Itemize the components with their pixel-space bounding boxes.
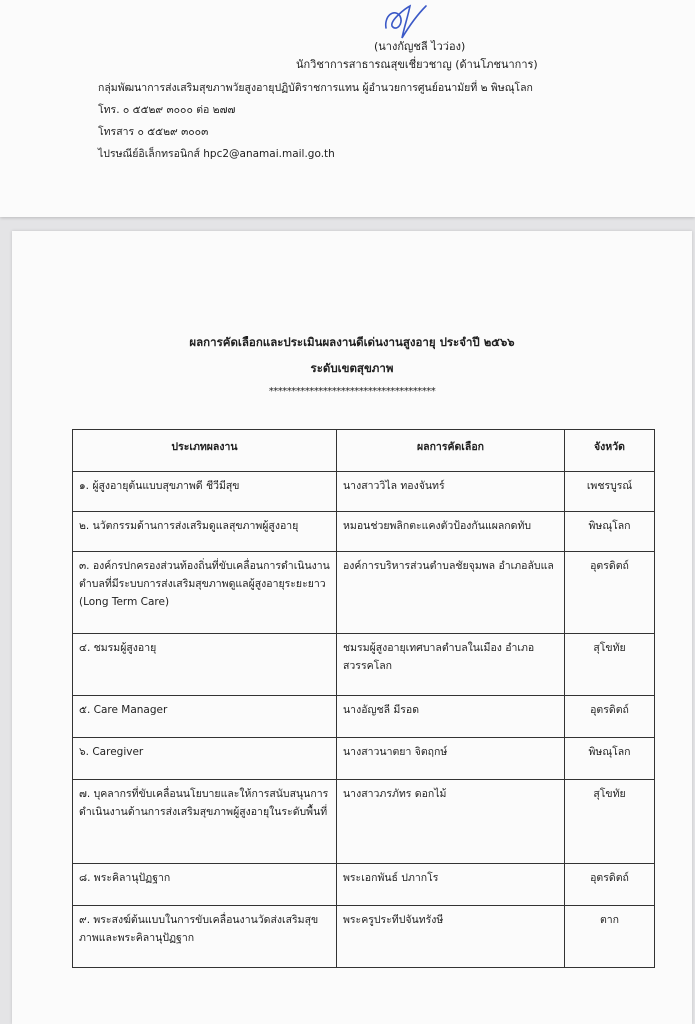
province-cell: สุโขทัย	[565, 780, 655, 864]
acting-on-behalf: ปฏิบัติราชการแทน ผู้อำนวยการศูนย์อนามัยที่ ๒ พิษณุโลก	[274, 82, 533, 94]
result-cell: พระเอกพันธ์ ปภากโร	[337, 864, 565, 906]
phone-line: โทร. ๐ ๕๕๒๙ ๓๐๐๐ ต่อ ๒๗๗	[98, 104, 236, 116]
category-cell: ๖. Caregiver	[73, 738, 337, 780]
category-cell: ๔. ชมรมผู้สูงอายุ	[73, 634, 337, 696]
result-cell: นางสาววิไล ทองจันทร์	[337, 472, 565, 512]
province-cell: อุตรดิตถ์	[565, 696, 655, 738]
fax-line: โทรสาร ๐ ๕๕๒๙ ๓๐๐๓	[98, 126, 209, 138]
result-cell: นางสาวนาตยา จิตฤกษ์	[337, 738, 565, 780]
letter-page-end	[0, 0, 695, 217]
table-row	[73, 512, 655, 552]
results-table	[72, 429, 655, 968]
results-page	[12, 231, 692, 1024]
result-cell: หมอนช่วยพลิกตะแคงตัวป้องกันแผลกดทับ	[337, 512, 565, 552]
table-row	[73, 552, 655, 634]
department-line	[98, 81, 533, 95]
separator-stars: *************************************	[268, 386, 436, 397]
result-cell: พระครูประทีปจันทรังษี	[337, 906, 565, 968]
province-cell: อุตรดิตถ์	[565, 552, 655, 634]
document-subtitle: ระดับเขตสุขภาพ	[310, 361, 394, 375]
province-cell: พิษณุโลก	[565, 512, 655, 552]
table-row	[73, 738, 655, 780]
province-cell: พิษณุโลก	[565, 738, 655, 780]
category-cell: ๕. Care Manager	[73, 696, 337, 738]
province-cell: ตาก	[565, 906, 655, 968]
header-province: จังหวัด	[565, 430, 655, 472]
email-address: hpc2@anamai.mail.go.th	[203, 148, 335, 160]
result-cell: ชมรมผู้สูงอายุเทศบาลตำบลในเมือง อำเภอสวรรคโลก	[337, 634, 565, 696]
header-category: ประเภทผลงาน	[73, 430, 337, 472]
category-cell: ๓. องค์กรปกครองส่วนท้องถิ่นที่ขับเคลื่อนการดำเนินงานตำบลที่มีระบบการส่งเสริมสุขภาพดูแลผู้สูงอายุระยะยาว (Long Term Care)	[73, 552, 337, 634]
email-line	[98, 147, 335, 161]
category-cell: ๑. ผู้สูงอายุต้นแบบสุขภาพดี ชีวีมีสุข	[73, 472, 337, 512]
table-row	[73, 696, 655, 738]
province-cell: อุตรดิตถ์	[565, 864, 655, 906]
table-row	[73, 472, 655, 512]
province-cell: สุโขทัย	[565, 634, 655, 696]
table-row	[73, 780, 655, 864]
signatory-position: นักวิชาการสาธารณสุขเชี่ยวชาญ (ด้านโภชนาการ)	[296, 58, 538, 71]
department-name: กลุ่มพัฒนาการส่งเสริมสุขภาพวัยสูงอายุ	[98, 82, 275, 94]
province-cell: เพชรบูรณ์	[565, 472, 655, 512]
signatory-name: (นางกัญชลี ไวว่อง)	[374, 40, 466, 53]
category-cell: ๗. บุคลากรที่ขับเคลื่อนนโยบายและให้การสนับสนุนการดำเนินงานด้านการส่งเสริมสุขภาพผู้สูงอายุในระดับพื้นที่	[73, 780, 337, 864]
category-cell: ๙. พระสงฆ์ต้นแบบในการขับเคลื่อนงานวัดส่งเสริมสุขภาพและพระคิลานุปัฏฐาก	[73, 906, 337, 968]
header-result: ผลการคัดเลือก	[337, 430, 565, 472]
email-label: ไปรษณีย์อิเล็กทรอนิกส์	[98, 148, 200, 160]
table-row	[73, 864, 655, 906]
result-cell: องค์การบริหารส่วนตำบลชัยจุมพล อำเภอลับแล	[337, 552, 565, 634]
result-cell: นางอัญชลี มีรอด	[337, 696, 565, 738]
result-cell: นางสาวภรภัทร ดอกไม้	[337, 780, 565, 864]
table-row	[73, 634, 655, 696]
table-row	[73, 906, 655, 968]
category-cell: ๒. นวัตกรรมด้านการส่งเสริมดูแลสุขภาพผู้สูงอายุ	[73, 512, 337, 552]
table-header-row	[73, 430, 655, 472]
signature	[380, 2, 432, 42]
document-title: ผลการคัดเลือกและประเมินผลงานดีเด่นงานสูงอายุ ประจำปี ๒๕๖๖	[189, 335, 515, 349]
category-cell: ๘. พระคิลานุปัฏฐาก	[73, 864, 337, 906]
